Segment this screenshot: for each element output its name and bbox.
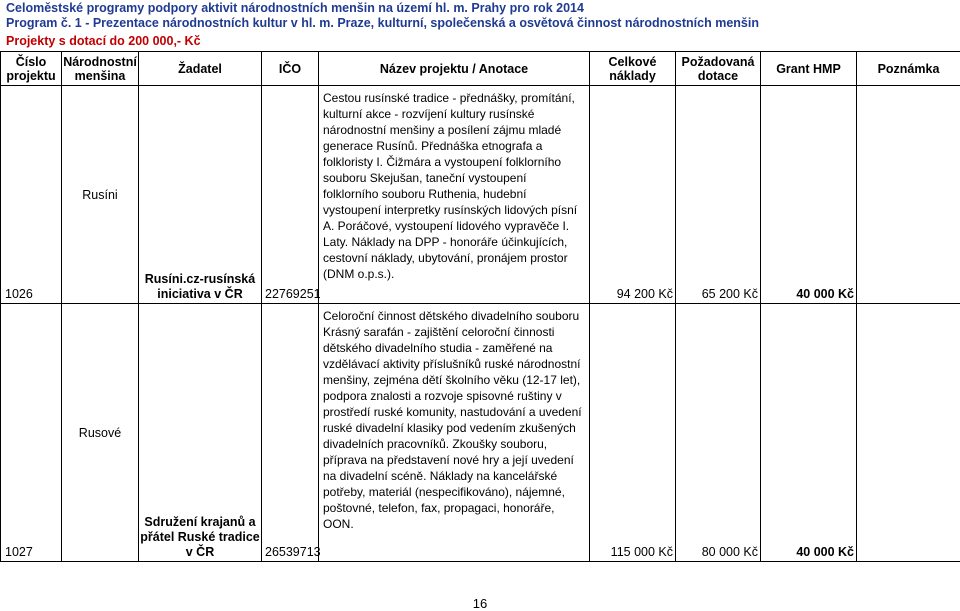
grant-hmp: 40 000 Kč [761,86,857,304]
note [857,86,960,304]
applicant: Rusíni.cz-rusínská iniciativa v ČR [139,86,262,304]
col-header-ico: IČO [262,52,319,86]
program-title: Program č. 1 - Prezentace národnostních kultur v hl. m. Praze, kulturní, společenská a osvětová činnost národnostních menšin [6,16,759,31]
total-costs: 94 200 Kč [590,86,676,304]
page-number: 16 [0,596,960,611]
note [857,304,960,562]
col-header-pozadovana: Požadovaná dotace [676,52,761,86]
projects-subtitle: Projekty s dotací do 200 000,- Kč [6,34,201,49]
grant-hmp: 40 000 Kč [761,304,857,562]
document-title: Celoměstské programy podpory aktivit národnostních menšin na území hl. m. Prahy pro rok 2014 [6,1,584,16]
minority: Rusíni [62,86,139,304]
project-number: 1027 [1,304,62,562]
minority: Rusové [62,304,139,562]
project-annotation: Celoroční činnost dětského divadelního souboru Krásný sarafán - zajištění celoroční činnosti dětského divadelního studia - zaměřené na vzdělávací aktivity příslušníků ruské národnostní menšiny, zejména dětí školního věku (12-17 let), podpora znalosti a rozvoje spisovné ruštiny v prostředí ruské komunity, nastudování a uvedení ruské divadelní klasiky pod vedením zkušených divadelních pracovníků. Zkoušky souboru, příprava na představení nové hry a její uvedení na divadelní scéně. Náklady na kancelářské potřeby, materiál (nespecifikováno), nájemné, poštovné, telefon, fax, propagaci, honoráře, OON. [319,304,590,562]
applicant: Sdružení krajanů a přátel Ruské tradice v ČR [139,304,262,562]
total-costs: 115 000 Kč [590,304,676,562]
col-header-zadatel: Žadatel [139,52,262,86]
table-row [1,86,960,304]
table-row [1,304,960,562]
col-header-celkove: Celkové náklady [590,52,676,86]
col-header-poznamka: Poznámka [857,52,960,86]
table-header-row [1,52,960,86]
requested-subsidy: 65 200 Kč [676,86,761,304]
projects-table [0,51,960,562]
ico-value: 26539713 [262,304,319,562]
project-number: 1026 [1,86,62,304]
requested-subsidy: 80 000 Kč [676,304,761,562]
col-header-grant: Grant HMP [761,52,857,86]
project-annotation: Cestou rusínské tradice - přednášky, promítání, kulturní akce - rozvíjení kultury rusínské národnostní menšiny a posílení zájmu mladé generace Rusínů. Přednáška etnografa a folkloristy I. Čižmára a vystoupení folklorního souboru Skejušan, taneční vystoupení folklorního souboru Ruthenia, hudební vystoupení interpretky rusínských lidových písní A. Poráčové, vystoupení lidového vypravěče I. Laty. Náklady na DPP - honoráře účinkujících, cestovní náklady, ubytování, pronájem prostor (DNM o.p.s.). [319,86,590,304]
ico-value: 22769251 [262,86,319,304]
col-header-mensina: Národnostní menšina [62,52,139,86]
col-header-cislo: Číslo projektu [1,52,62,86]
col-header-nazev: Název projektu / Anotace [319,52,590,86]
